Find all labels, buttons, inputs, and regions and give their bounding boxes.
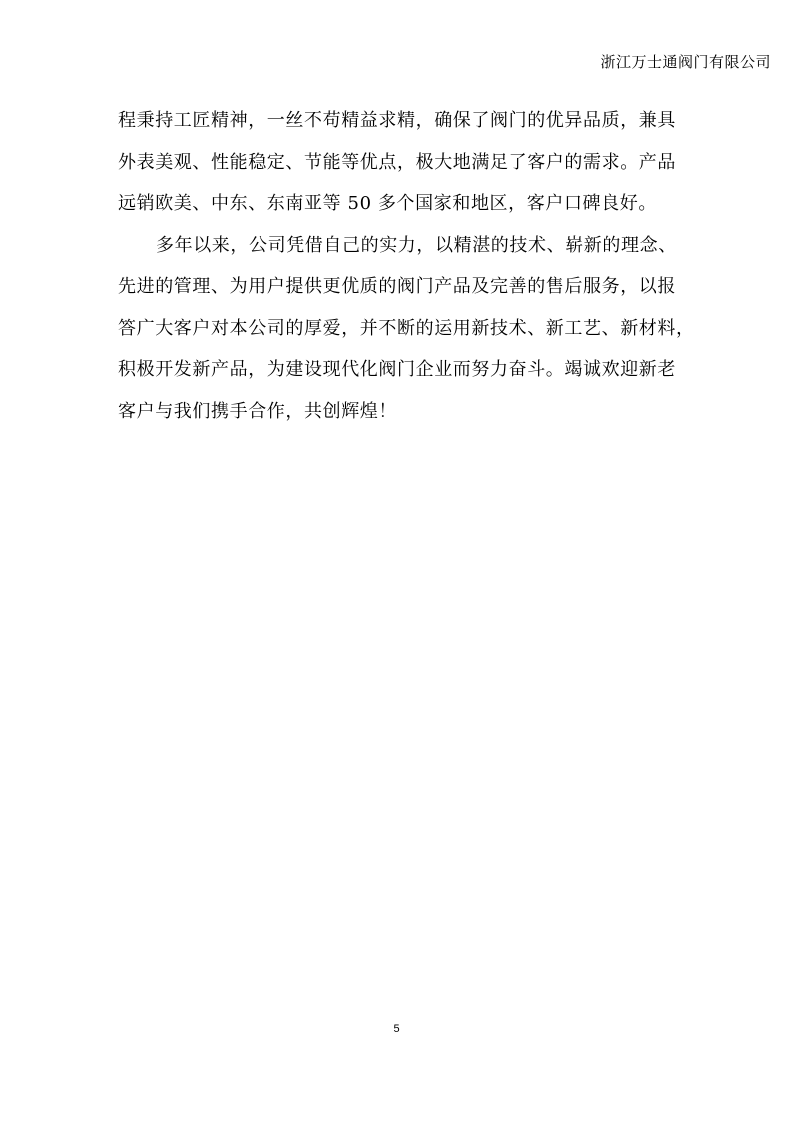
paragraph-line: 客户与我们携手合作，共创辉煌！ — [118, 400, 397, 422]
paragraph-line: 程秉持工匠精神，一丝不苟精益求精，确保了阀门的优异品质，兼具 — [118, 110, 676, 131]
paragraph-line: 积极开发新产品，为建设现代化阀门企业而努力奋斗。竭诚欢迎新老 — [118, 359, 676, 380]
page-header-company-name: 浙江万士通阀门有限公司 — [600, 53, 771, 71]
paragraph-line: 远销欧美、中东、东南亚等 50 多个国家和地区，客户口碑良好。 — [118, 193, 657, 214]
page-number: 5 — [393, 1023, 400, 1035]
paragraph-line: 答广大客户对本公司的厚爱，并不断的运用新技术、新工艺、新材料， — [118, 317, 695, 339]
paragraph-line: 多年以来，公司凭借自己的实力，以精湛的技术、崭新的理念、 — [156, 234, 677, 256]
paragraph-line: 先进的管理、为用户提供更优质的阀门产品及完善的售后服务，以报 — [118, 276, 676, 297]
paragraph-line: 外表美观、性能稳定、节能等优点，极大地满足了客户的需求。产品 — [118, 151, 676, 173]
body-text — [118, 100, 695, 432]
